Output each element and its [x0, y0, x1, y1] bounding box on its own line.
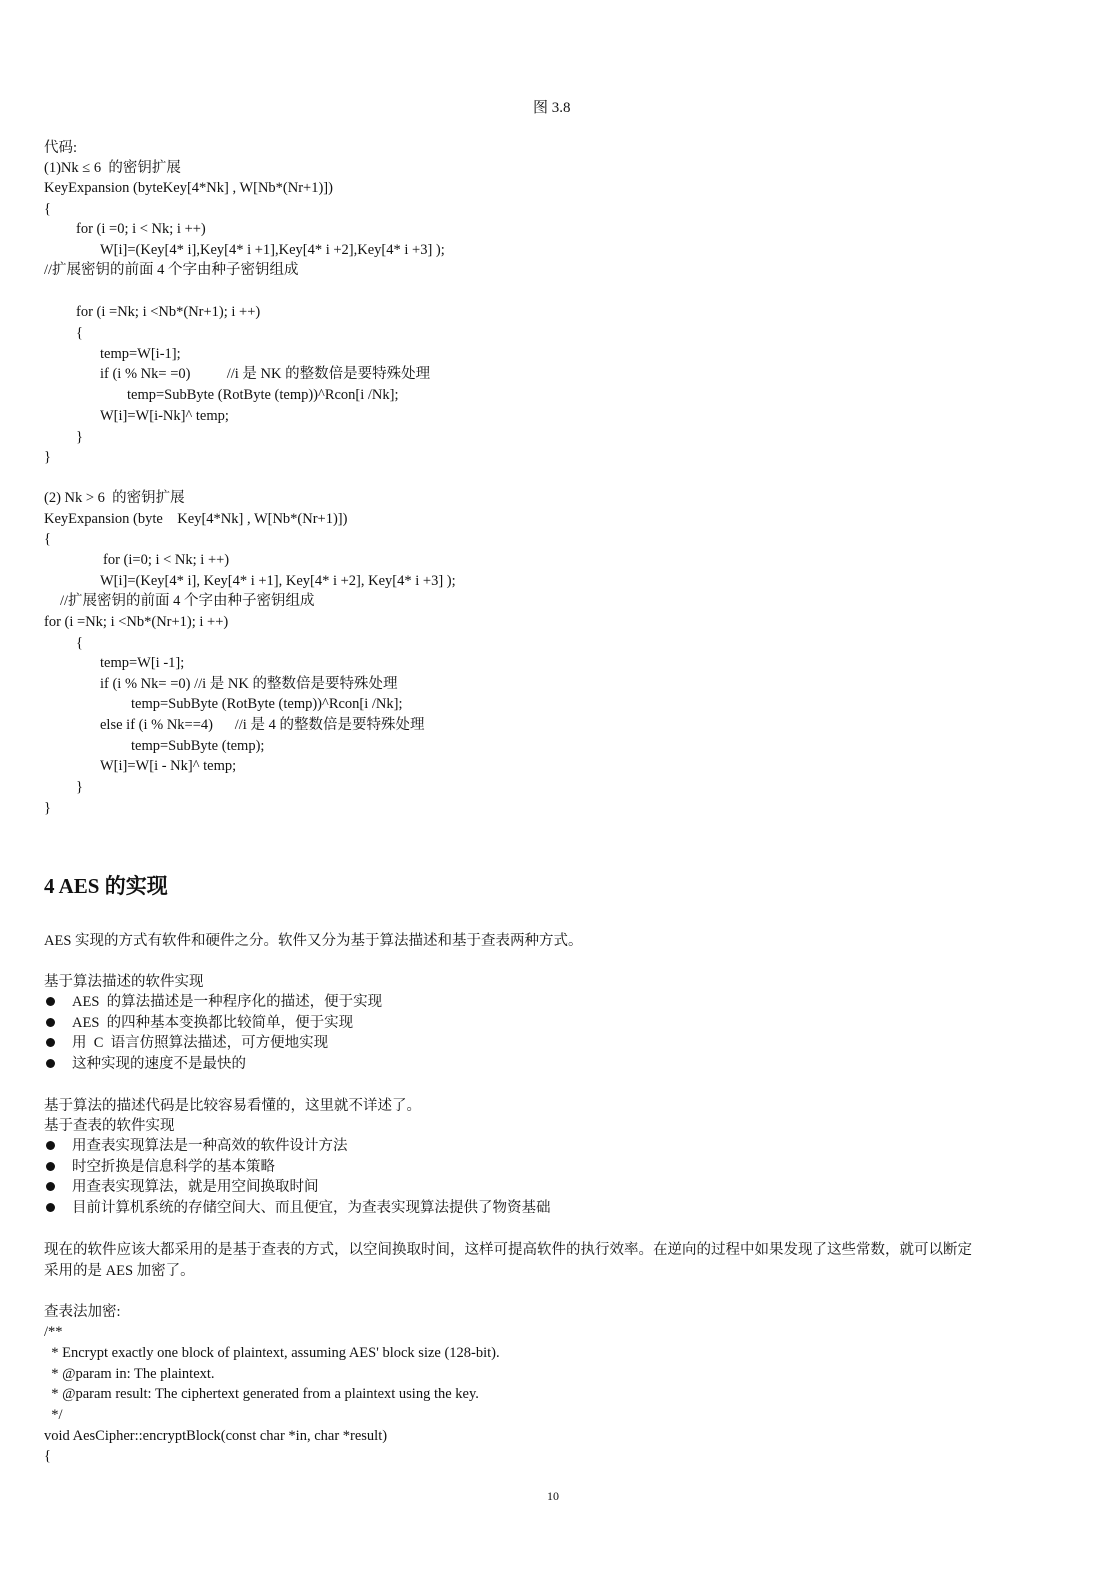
- code-line: W[i]=(Key[4* i], Key[4* i +1], Key[4* i +2], Key[4* i +3] );: [100, 573, 456, 589]
- code-line: for (i =0; i < Nk; i ++): [76, 221, 206, 237]
- code-line: W[i]=(Key[4* i],Key[4* i +1],Key[4* i +2],Key[4* i +3] );: [100, 242, 445, 258]
- code-line: for (i=0; i < Nk; i ++): [103, 552, 230, 568]
- code-line: W[i]=W[i - Nk]^ temp;: [100, 758, 237, 774]
- list-item: AES 的四种基本变换都比较简单，便于实现: [72, 1015, 354, 1031]
- list-item: 用查表实现算法是一种高效的软件设计方法: [72, 1138, 348, 1154]
- code-line: temp=SubByte (temp);: [131, 738, 265, 754]
- code-line: {: [44, 1448, 51, 1464]
- code-line: temp=SubByte (RotByte (temp))^Rcon[i /Nk];: [131, 696, 403, 712]
- list-item: 用查表实现算法，就是用空间换取时间: [72, 1179, 319, 1195]
- figure-caption: 图 3.8: [533, 100, 571, 116]
- code-line: }: [76, 429, 83, 445]
- section-heading: 4 AES 的实现: [44, 874, 168, 898]
- bullet-icon: [46, 1162, 55, 1171]
- code-line: W[i]=W[i-Nk]^ temp;: [100, 408, 229, 424]
- summary-line: 现在的软件应该大都采用的是基于查表的方式，以空间换取时间，这样可提高软件的执行效率。在逆向的过程中如果发现了这些常数，就可以断定: [44, 1242, 972, 1258]
- bullet-icon: [46, 1203, 55, 1212]
- code-line: else if (i % Nk==4) //i 是 4 的整数倍是要特殊处理: [100, 717, 425, 733]
- list-item: 这种实现的速度不是最快的: [72, 1056, 246, 1072]
- code-line: }: [44, 800, 51, 816]
- table-title: 基于查表的软件实现: [44, 1118, 175, 1134]
- summary-line: 采用的是 AES 加密了。: [44, 1263, 195, 1279]
- code-line: for (i =Nk; i <Nb*(Nr+1); i ++): [44, 614, 229, 630]
- code-line: {: [76, 325, 83, 341]
- code-line: {: [44, 531, 51, 547]
- code-line: }: [44, 449, 51, 465]
- code-intro: 代码:: [44, 140, 78, 156]
- algo-title: 基于算法描述的软件实现: [44, 974, 204, 990]
- code-line: temp=SubByte (RotByte (temp))^Rcon[i /Nk];: [127, 387, 399, 403]
- bullet-icon: [46, 1182, 55, 1191]
- keyexp-large-title: (2) Nk > 6 的密钥扩展: [44, 490, 185, 506]
- bullet-icon: [46, 997, 55, 1006]
- code-line: for (i =Nk; i <Nb*(Nr+1); i ++): [76, 304, 261, 320]
- code-line: temp=W[i -1];: [100, 655, 185, 671]
- code-line: if (i % Nk= =0) //i 是 NK 的整数倍是要特殊处理: [100, 676, 398, 692]
- bullet-icon: [46, 1018, 55, 1027]
- page-number: 10: [547, 1489, 559, 1503]
- code-line: * @param in: The plaintext.: [44, 1366, 215, 1382]
- code-line: temp=W[i-1];: [100, 346, 181, 362]
- bullet-icon: [46, 1141, 55, 1150]
- list-item: 时空折换是信息科学的基本策略: [72, 1159, 275, 1175]
- code-line: /**: [44, 1324, 63, 1340]
- code-line: KeyExpansion (byte Key[4*Nk] , W[Nb*(Nr+1)]): [44, 511, 348, 527]
- code-line: }: [76, 779, 83, 795]
- code-line: {: [44, 201, 51, 217]
- code-line: * @param result: The ciphertext generated from a plaintext using the key.: [44, 1386, 479, 1402]
- list-item: AES 的算法描述是一种程序化的描述，便于实现: [72, 994, 383, 1010]
- code-line: * Encrypt exactly one block of plaintext, assuming AES' block size (128-bit).: [44, 1345, 500, 1361]
- code-line: */: [44, 1407, 63, 1423]
- code-comment: //扩展密钥的前面 4 个字由种子密钥组成: [60, 593, 315, 609]
- section-intro: AES 实现的方式有软件和硬件之分。软件又分为基于算法描述和基于查表两种方式。: [44, 933, 583, 949]
- list-item: 目前计算机系统的存储空间大、而且便宜，为查表实现算法提供了物资基础: [72, 1200, 551, 1216]
- algo-note: 基于算法的描述代码是比较容易看懂的，这里就不详述了。: [44, 1098, 421, 1114]
- bullet-icon: [46, 1038, 55, 1047]
- code-line: KeyExpansion (byteKey[4*Nk] , W[Nb*(Nr+1)]): [44, 180, 333, 196]
- code-comment: //扩展密钥的前面 4 个字由种子密钥组成: [44, 262, 299, 278]
- bullet-icon: [46, 1059, 55, 1068]
- list-item: 用 C 语言仿照算法描述，可方便地实现: [72, 1035, 329, 1051]
- code-line: {: [76, 635, 83, 651]
- keyexp-small-title: (1)Nk ≤ 6 的密钥扩展: [44, 160, 181, 176]
- lookup-title: 查表法加密:: [44, 1304, 121, 1320]
- code-line: if (i % Nk= =0) //i 是 NK 的整数倍是要特殊处理: [100, 366, 431, 382]
- code-line: void AesCipher::encryptBlock(const char *in, char *result): [44, 1428, 388, 1444]
